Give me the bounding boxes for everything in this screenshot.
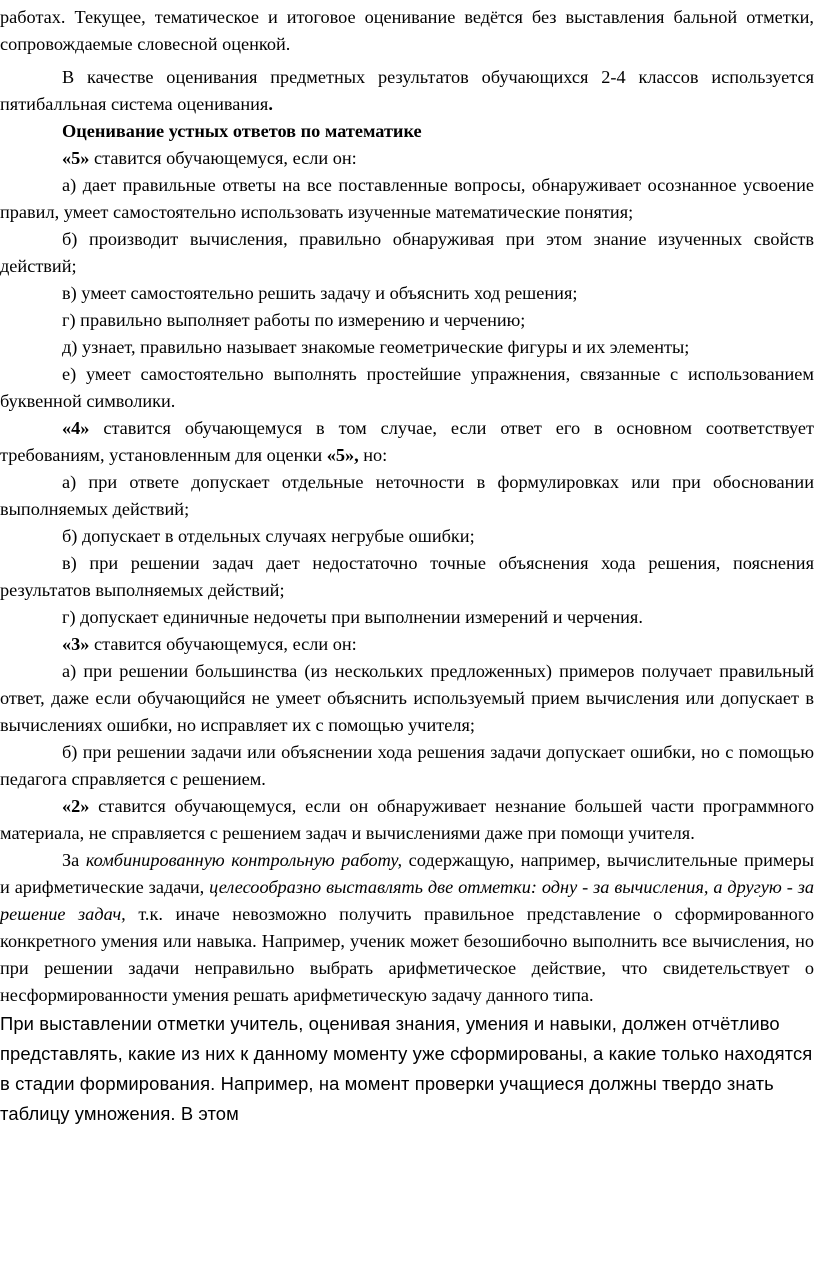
list-item: г) допускает единичные недочеты при выполнении измерений и черчения. — [62, 607, 643, 627]
grading-system-period: . — [268, 94, 273, 114]
combined-text-2: содержащую, например, вычислительные примеры и арифметические задачи, — [0, 850, 814, 897]
grade-3-text: ставится обучающемуся, если он: — [89, 634, 357, 654]
grade-5-text: ставится обучающемуся, если он: — [89, 148, 357, 168]
grade-4-text-end: но: — [358, 445, 388, 465]
combined-italic-1: комбинированную контрольную работу, — [85, 850, 403, 870]
grade-3-mark: «3» — [62, 634, 90, 654]
list-item: г) правильно выполняет работы по измерению и черчению; — [62, 310, 526, 330]
grade-3-intro — [0, 631, 814, 658]
section-heading — [0, 118, 814, 145]
list-item: в) при решении задач дает недостаточно точные объяснения хода решения, пояснения результатов выполняемых действий; — [0, 553, 814, 600]
closing-paragraph: При выставлении отметки учитель, оценивая знания, умения и навыки, должен отчётливо представлять, какие из них к данному моменту уже сформированы, а какие только находятся в стадии формирования. Например, на момент проверки учащиеся должны твердо знать таблицу умножения. В этом — [0, 1013, 813, 1124]
list-item: а) при решении большинства (из нескольких предложенных) примеров получает правильный ответ, даже если обучающийся не умеет объяснить используемый прием вычисления или допускает в вычислениях ошибки, но исправляет их с помощью учителя; — [0, 661, 814, 735]
combined-text-1: За — [62, 850, 86, 870]
section-heading-text: Оценивание устных ответов по математике — [62, 121, 422, 141]
list-item: в) умеет самостоятельно решить задачу и объяснить ход решения; — [62, 283, 578, 303]
grade-2-mark: «2» — [62, 796, 90, 816]
list-item: а) дает правильные ответы на все поставленные вопросы, обнаруживает осознанное усвоение правил, умеет самостоятельно использовать изученные математические понятия; — [0, 175, 814, 222]
list-item: д) узнает, правильно называет знакомые геометрические фигуры и их элементы; — [62, 337, 690, 357]
grade-2-text: ставится обучающемуся, если он обнаруживает незнание большей части программного материала, не справляется с решением задач и вычислениями даже при помощи учителя. — [0, 796, 814, 843]
list-item: б) производит вычисления, правильно обнаруживая при этом знание изученных свойств действий; — [0, 229, 814, 276]
grade-5-intro — [0, 145, 814, 172]
grade-4-text: ставится обучающемуся в том случае, если ответ его в основном соответствует требованиям, установленным для оценки — [0, 418, 814, 465]
combined-test-paragraph — [0, 847, 814, 1009]
grade-4-intro — [0, 415, 814, 469]
list-item: е) умеет самостоятельно выполнять простейшие упражнения, связанные с использованием буквенной символики. — [0, 364, 814, 411]
combined-italic-2: целесообразно выставлять две отметки: одну - за вычисления, а другую - за решение задач, — [0, 877, 814, 924]
list-item: б) при решении задачи или объяснении хода решения задачи допускает ошибки, но с помощью педагога справляется с решением. — [0, 742, 814, 789]
grade-4-mark: «4» — [62, 418, 90, 438]
grade-5-mark: «5» — [62, 148, 90, 168]
grade-2-paragraph — [0, 793, 814, 847]
combined-text-3: т.к. иначе невозможно получить правильное представление о сформированного конкретного умения или навыка. Например, ученик может безошибочно выполнить все вычисления, но при решении задачи неправильно выбрать арифметическое действие, что свидетельствует о несформированности умения решать арифметическую задачу данного типа. — [0, 904, 814, 1005]
grading-system-text: В качестве оценивания предметных результатов обучающихся 2-4 классов используется пятибалльная система оценивания — [0, 67, 814, 114]
paragraph-grading-system — [0, 64, 814, 118]
paragraph-intro: работах. Текущее, тематическое и итоговое оценивание ведётся без выставления бальной отметки, сопровождаемые словесной оценкой. — [0, 7, 814, 54]
list-item: а) при ответе допускает отдельные неточности в формулировках или при обосновании выполняемых действий; — [0, 472, 814, 519]
list-item: б) допускает в отдельных случаях негрубые ошибки; — [62, 526, 475, 546]
grade-4-ref-mark: «5», — [326, 445, 359, 465]
